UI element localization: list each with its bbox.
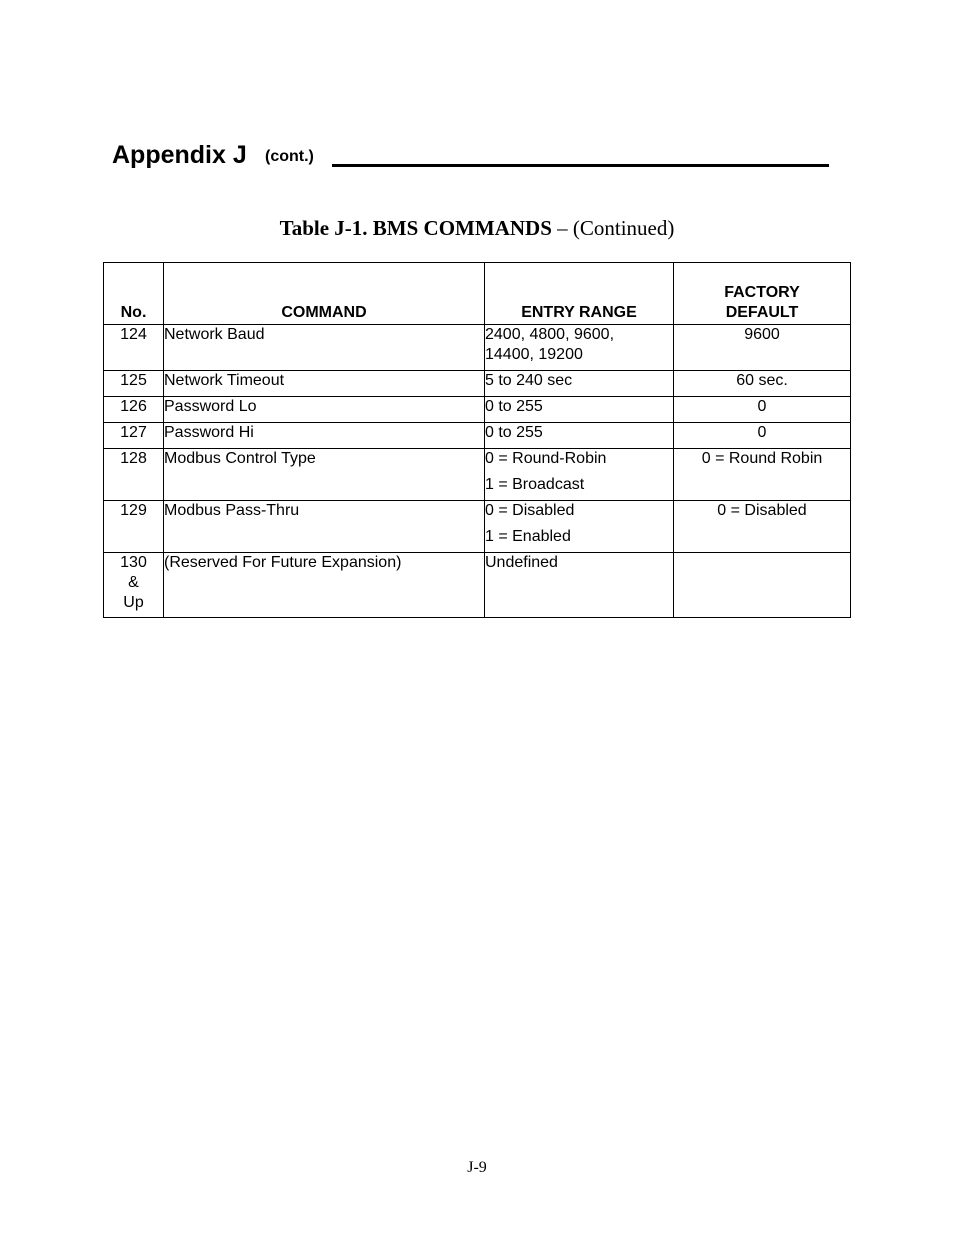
cell-entry-range: [485, 371, 674, 397]
header-entry-range: ENTRY RANGE: [485, 263, 674, 325]
cell-no: [104, 423, 164, 449]
header-factory-default: [674, 263, 851, 325]
cell-command: Modbus Control Type: [164, 449, 485, 501]
cell-factory-default: 0 = Round Robin: [674, 449, 851, 501]
cell-entry-range-line: 1 = Broadcast: [485, 476, 585, 493]
table-row: [104, 501, 851, 553]
cell-entry-range-line: 0 to 255: [485, 424, 543, 441]
cell-entry-range-line: 0 = Round-Robin: [485, 450, 607, 467]
header-command: COMMAND: [164, 263, 485, 325]
table-row: [104, 325, 851, 371]
cell-command: Network Timeout: [164, 371, 485, 397]
bms-commands-table: [103, 262, 851, 618]
cell-no: [104, 371, 164, 397]
cell-command: Modbus Pass-Thru: [164, 501, 485, 553]
cell-entry-range: [485, 423, 674, 449]
cell-entry-range-line: Undefined: [485, 554, 558, 571]
cell-no-line: &: [128, 574, 139, 591]
appendix-header: [112, 138, 832, 178]
cell-no: [104, 553, 164, 618]
appendix-title: Appendix J: [112, 141, 247, 169]
cell-factory-default: 0: [674, 397, 851, 423]
table-header-row: [104, 263, 851, 325]
cell-no: [104, 449, 164, 501]
cell-no-line: 128: [120, 450, 147, 467]
table-row: [104, 397, 851, 423]
cell-entry-range: [485, 553, 674, 618]
cell-factory-default: 0: [674, 423, 851, 449]
cell-entry-range-line: 0 = Disabled: [485, 502, 575, 519]
cell-entry-range: [485, 449, 674, 501]
cell-entry-range-line: 5 to 240 sec: [485, 372, 573, 389]
table-row: [104, 423, 851, 449]
cell-factory-default: 0 = Disabled: [674, 501, 851, 553]
cell-entry-range: [485, 501, 674, 553]
cell-entry-range: [485, 325, 674, 371]
cell-no-line: 124: [120, 326, 147, 343]
cell-entry-range: [485, 397, 674, 423]
header-factory-default-line1: FACTORY: [724, 284, 800, 301]
table-header: [104, 263, 851, 325]
cell-entry-range-line: 2400, 4800, 9600,: [485, 326, 615, 343]
cell-no-line: 125: [120, 372, 147, 389]
cell-no: [104, 325, 164, 371]
cell-command: (Reserved For Future Expansion): [164, 553, 485, 618]
header-no: No.: [104, 263, 164, 325]
table-row: [104, 449, 851, 501]
cell-no: [104, 397, 164, 423]
table-caption-continued: – (Continued): [551, 216, 675, 240]
table-caption-title: Table J-1. BMS COMMANDS: [279, 216, 552, 240]
cell-command: Password Hi: [164, 423, 485, 449]
cell-entry-range-line: 14400, 19200: [485, 346, 583, 363]
cell-factory-default: 60 sec.: [674, 371, 851, 397]
appendix-cont-label: (cont.): [265, 148, 314, 165]
cell-entry-range-line: 1 = Enabled: [485, 528, 571, 545]
cell-no: [104, 501, 164, 553]
cell-no-line: 129: [120, 502, 147, 519]
table-row: [104, 553, 851, 618]
cell-factory-default: [674, 553, 851, 618]
page-number: J-9: [467, 1159, 487, 1176]
cell-command: Network Baud: [164, 325, 485, 371]
header-factory-default-line2: DEFAULT: [725, 304, 799, 321]
cell-factory-default: 9600: [674, 325, 851, 371]
cell-no-line: 126: [120, 398, 147, 415]
cell-command: Password Lo: [164, 397, 485, 423]
table-caption: [0, 215, 954, 241]
cell-entry-range-line: 0 to 255: [485, 398, 543, 415]
cell-no-line: 127: [120, 424, 147, 441]
cell-no-line: Up: [123, 594, 144, 611]
table-row: [104, 371, 851, 397]
cell-no-line: 130: [120, 554, 147, 571]
table-body: [104, 325, 851, 618]
header-rule: [332, 164, 829, 167]
